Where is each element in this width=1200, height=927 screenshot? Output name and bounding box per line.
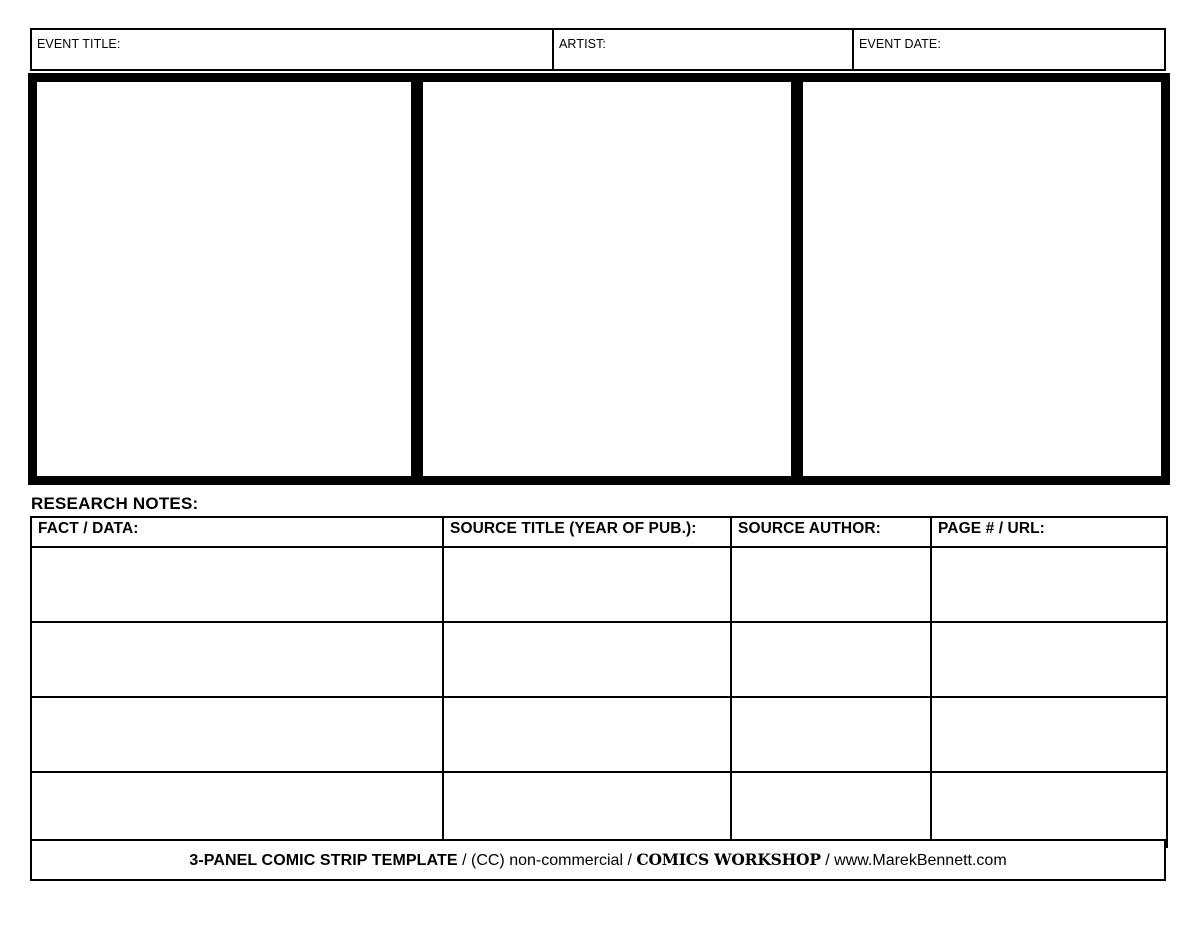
column-header-source-title: SOURCE TITLE (YEAR OF PUB.): (443, 517, 731, 547)
cell-source-title[interactable] (443, 697, 731, 772)
cell-page-url[interactable] (931, 697, 1167, 772)
cell-fact-data[interactable] (31, 697, 443, 772)
cell-fact-data[interactable] (31, 547, 443, 622)
column-header-page-url: PAGE # / URL: (931, 517, 1167, 547)
column-header-source-author: SOURCE AUTHOR: (731, 517, 931, 547)
footer-separator-two: / (623, 851, 637, 869)
footer-credit-box (30, 839, 1166, 881)
panel-gutter-2 (792, 81, 802, 477)
event-title-field[interactable] (32, 30, 552, 69)
cell-source-title[interactable] (443, 772, 731, 847)
cell-page-url[interactable] (931, 772, 1167, 847)
cell-page-url[interactable] (931, 622, 1167, 697)
cell-page-url[interactable] (931, 547, 1167, 622)
footer-license: (CC) non-commercial (470, 851, 624, 869)
cell-fact-data[interactable] (31, 772, 443, 847)
artist-label: ARTIST: (559, 37, 607, 51)
cell-source-author[interactable] (731, 547, 931, 622)
footer-separator-three: / (820, 851, 835, 869)
comic-panel-frame (28, 73, 1170, 485)
event-date-field[interactable] (852, 30, 1164, 69)
research-notes-table (30, 516, 1168, 848)
footer-website: www.MarekBennett.com (834, 851, 1007, 869)
table-row (31, 772, 1167, 847)
footer-credit-line (189, 851, 1006, 870)
research-notes-heading: RESEARCH NOTES: (31, 494, 199, 513)
footer-workshop-name: COMICS WORKSHOP (636, 849, 821, 869)
cell-source-author[interactable] (731, 622, 931, 697)
column-header-fact-data: FACT / DATA: (31, 517, 443, 547)
panel-gutter-1 (412, 81, 422, 477)
cell-source-author[interactable] (731, 697, 931, 772)
cell-source-author[interactable] (731, 772, 931, 847)
table-header-row (31, 517, 1167, 547)
table-row (31, 622, 1167, 697)
event-date-label: EVENT DATE: (859, 37, 941, 51)
cell-fact-data[interactable] (31, 622, 443, 697)
footer-separator-one: / (457, 851, 471, 869)
table-row (31, 697, 1167, 772)
footer-template-name: 3-PANEL COMIC STRIP TEMPLATE (189, 851, 458, 869)
cell-source-title[interactable] (443, 622, 731, 697)
document-header-row (30, 28, 1166, 71)
event-title-label: EVENT TITLE: (37, 37, 121, 51)
comic-panel-1[interactable] (36, 81, 412, 477)
comic-panel-2[interactable] (422, 81, 792, 477)
artist-field[interactable] (552, 30, 852, 69)
table-row (31, 547, 1167, 622)
cell-source-title[interactable] (443, 547, 731, 622)
comic-panel-3[interactable] (802, 81, 1162, 477)
